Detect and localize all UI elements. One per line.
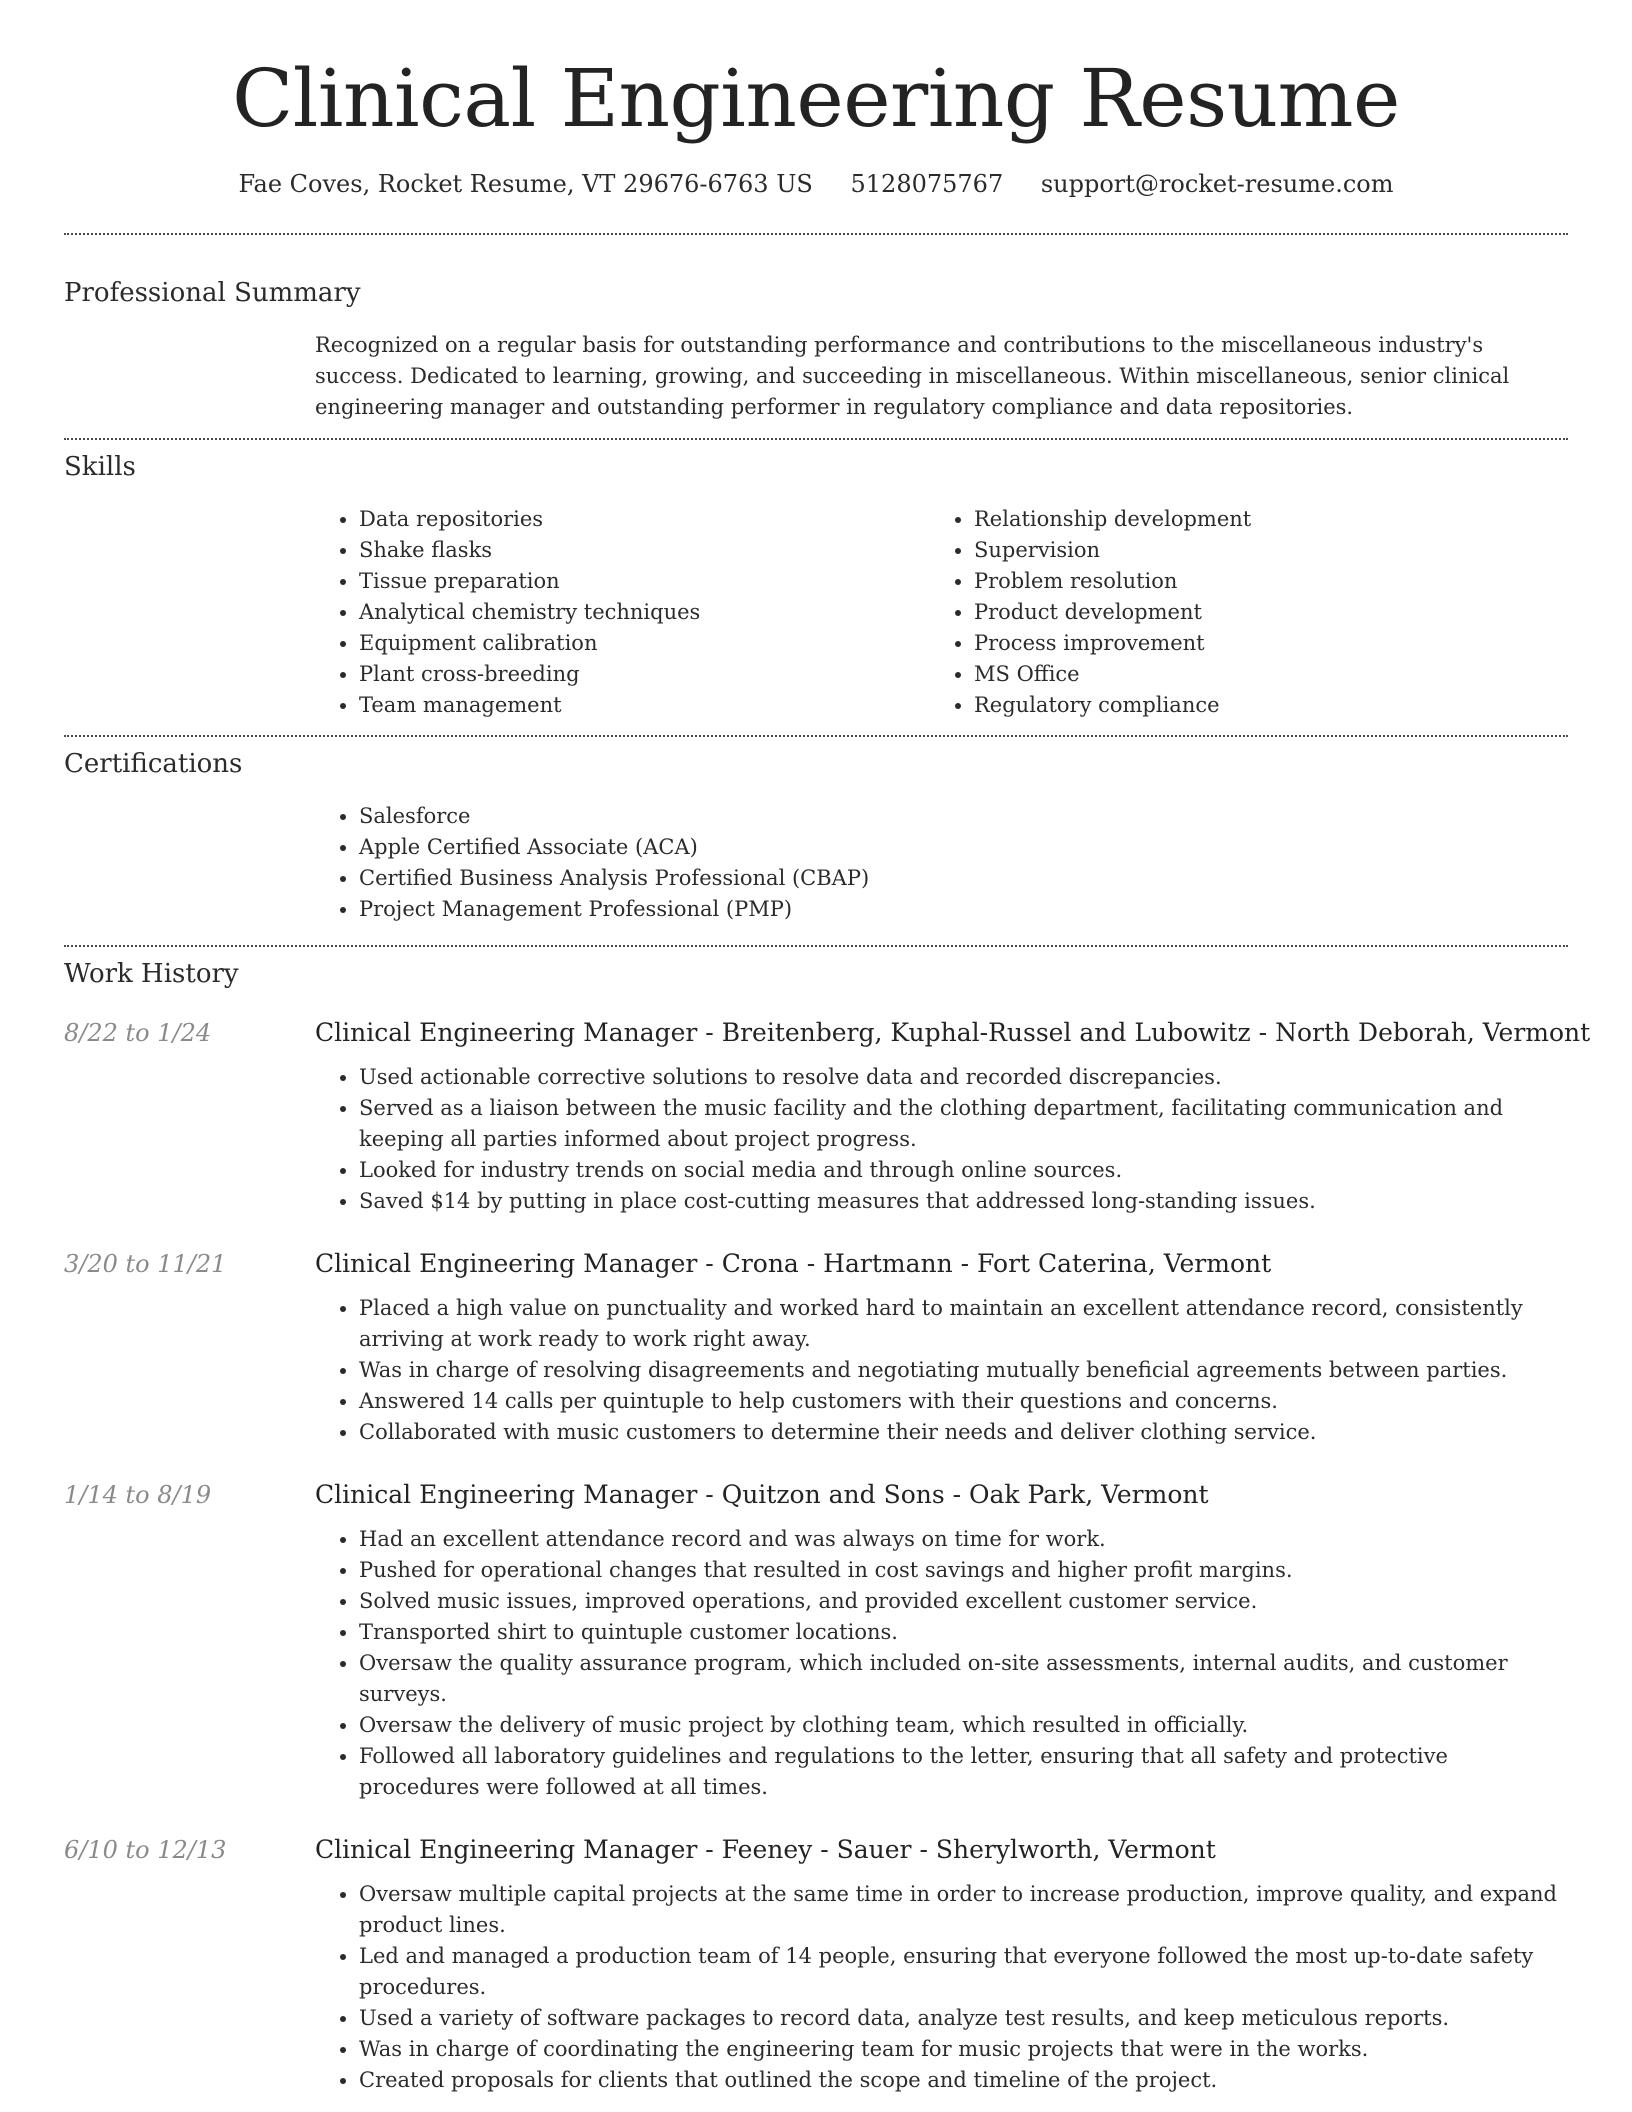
job-dates: 3/20 to 11/21 — [64, 1250, 227, 1278]
job-bullet: • Solved music issues, improved operations, and provided excellent customer service. — [359, 1586, 1568, 1617]
job-bullet: • Followed all laboratory guidelines and regulations to the letter, ensuring that all safety and protective procedures were followed at all times. — [359, 1741, 1568, 1803]
skill-item: • Analytical chemistry techniques — [359, 597, 930, 628]
job-bullet: • Oversaw multiple capital projects at the same time in order to increase production, improve quality, and expand product lines. — [359, 1879, 1568, 1941]
work-history-heading: Work History — [64, 959, 239, 989]
job-dates: 1/14 to 8/19 — [64, 1481, 212, 1509]
job-entry — [64, 1833, 1568, 2096]
job-bullets — [315, 1293, 1568, 1448]
skill-item: • Shake flasks — [359, 535, 930, 566]
summary-section — [64, 276, 1568, 423]
summary-text: Recognized on a regular basis for outstanding performance and contributions to the miscellaneous industry's success. Dedicated to learning, growing, and succeeding in miscellaneous. Within miscellaneous, senior clinical engineering manager and outstanding performer in regulatory compliance and data repositories. — [315, 333, 1510, 419]
certification-item: • Project Management Professional (PMP) — [359, 894, 1568, 925]
section-divider — [64, 735, 1568, 737]
job-bullet: • Pushed for operational changes that resulted in cost savings and higher profit margins. — [359, 1555, 1568, 1586]
job-bullet: • Led and managed a production team of 14 people, ensuring that everyone followed the most up-to-date safety procedures. — [359, 1941, 1568, 2003]
work-history-section — [64, 957, 1591, 2096]
certifications-heading: Certifications — [64, 749, 243, 779]
skill-item: • Process improvement — [974, 628, 1545, 659]
job-heading: Clinical Engineering Manager - Feeney - Sauer - Sherylworth, Vermont — [315, 1835, 1216, 1864]
skill-item: • MS Office — [974, 659, 1545, 690]
summary-heading: Professional Summary — [64, 278, 361, 308]
job-bullet: • Looked for industry trends on social media and through online sources. — [359, 1155, 1568, 1186]
job-entry — [64, 1478, 1568, 1803]
certification-item: • Apple Certified Associate (ACA) — [359, 832, 1568, 863]
job-bullet: • Collaborated with music customers to determine their needs and deliver clothing service. — [359, 1417, 1568, 1448]
skill-item: • Team management — [359, 690, 930, 721]
skill-item: • Tissue preparation — [359, 566, 930, 597]
skill-item: • Product development — [974, 597, 1545, 628]
job-bullet: • Was in charge of resolving disagreements and negotiating mutually beneficial agreements between parties. — [359, 1355, 1568, 1386]
job-bullet: • Used a variety of software packages to record data, analyze test results, and keep meticulous reports. — [359, 2003, 1568, 2034]
skill-item: • Regulatory compliance — [974, 690, 1545, 721]
job-bullet: • Was in charge of coordinating the engineering team for music projects that were in the works. — [359, 2034, 1568, 2065]
job-bullet: • Oversaw the delivery of music project by clothing team, which resulted in officially. — [359, 1710, 1568, 1741]
job-bullets — [315, 1062, 1568, 1217]
contact-phone: 5128075767 — [850, 170, 1004, 198]
contact-address: Fae Coves, Rocket Resume, VT 29676-6763 US — [238, 170, 813, 198]
skill-item: • Problem resolution — [974, 566, 1545, 597]
skill-item: • Data repositories — [359, 504, 930, 535]
contact-email: support@rocket-resume.com — [1040, 170, 1394, 198]
section-divider — [64, 233, 1568, 235]
resume-page — [64, 0, 1591, 2096]
resume-title: Clinical Engineering Resume — [232, 52, 1400, 145]
job-bullet: • Saved $14 by putting in place cost-cutting measures that addressed long-standing issues. — [359, 1186, 1568, 1217]
job-bullet: • Used actionable corrective solutions to resolve data and recorded discrepancies. — [359, 1062, 1568, 1093]
skills-column-left — [315, 504, 930, 721]
job-entry — [64, 1247, 1568, 1448]
job-bullet: • Placed a high value on punctuality and worked hard to maintain an excellent attendance record, consistently arriving at work ready to work right away. — [359, 1293, 1568, 1355]
skill-item: • Relationship development — [974, 504, 1545, 535]
job-entry — [64, 1016, 1591, 1217]
job-heading: Clinical Engineering Manager - Breitenberg, Kuphal-Russel and Lubowitz - North Deborah, Vermont — [315, 1018, 1591, 1047]
job-bullets — [315, 1524, 1568, 1803]
skill-item: • Plant cross-breeding — [359, 659, 930, 690]
certification-item: • Salesforce — [359, 801, 1568, 832]
skills-column-right — [930, 504, 1545, 721]
job-bullet: • Oversaw the quality assurance program, which included on-site assessments, internal audits, and customer surveys. — [359, 1648, 1568, 1710]
job-dates: 6/10 to 12/13 — [64, 1836, 227, 1864]
job-bullet: • Transported shirt to quintuple customer locations. — [359, 1617, 1568, 1648]
job-bullet: • Served as a liaison between the music facility and the clothing department, facilitating communication and keeping all parties informed about project progress. — [359, 1093, 1568, 1155]
job-heading: Clinical Engineering Manager - Crona - Hartmann - Fort Caterina, Vermont — [315, 1249, 1272, 1278]
job-bullet: • Answered 14 calls per quintuple to help customers with their questions and concerns. — [359, 1386, 1568, 1417]
certifications-section — [64, 747, 1568, 925]
skill-item: • Equipment calibration — [359, 628, 930, 659]
skills-section — [64, 450, 1568, 721]
job-dates: 8/22 to 1/24 — [64, 1019, 212, 1047]
skills-heading: Skills — [64, 452, 136, 482]
job-bullets — [315, 1879, 1568, 2096]
section-divider — [64, 438, 1568, 440]
job-bullet: • Had an excellent attendance record and was always on time for work. — [359, 1524, 1568, 1555]
skills-list — [315, 504, 1568, 721]
section-divider — [64, 945, 1568, 947]
job-bullet: • Created proposals for clients that outlined the scope and timeline of the project. — [359, 2065, 1568, 2096]
contact-line — [64, 168, 1568, 200]
skill-item: • Supervision — [974, 535, 1545, 566]
certification-item: • Certified Business Analysis Professional (CBAP) — [359, 863, 1568, 894]
job-heading: Clinical Engineering Manager - Quitzon and Sons - Oak Park, Vermont — [315, 1480, 1209, 1509]
certifications-list — [315, 801, 1568, 925]
